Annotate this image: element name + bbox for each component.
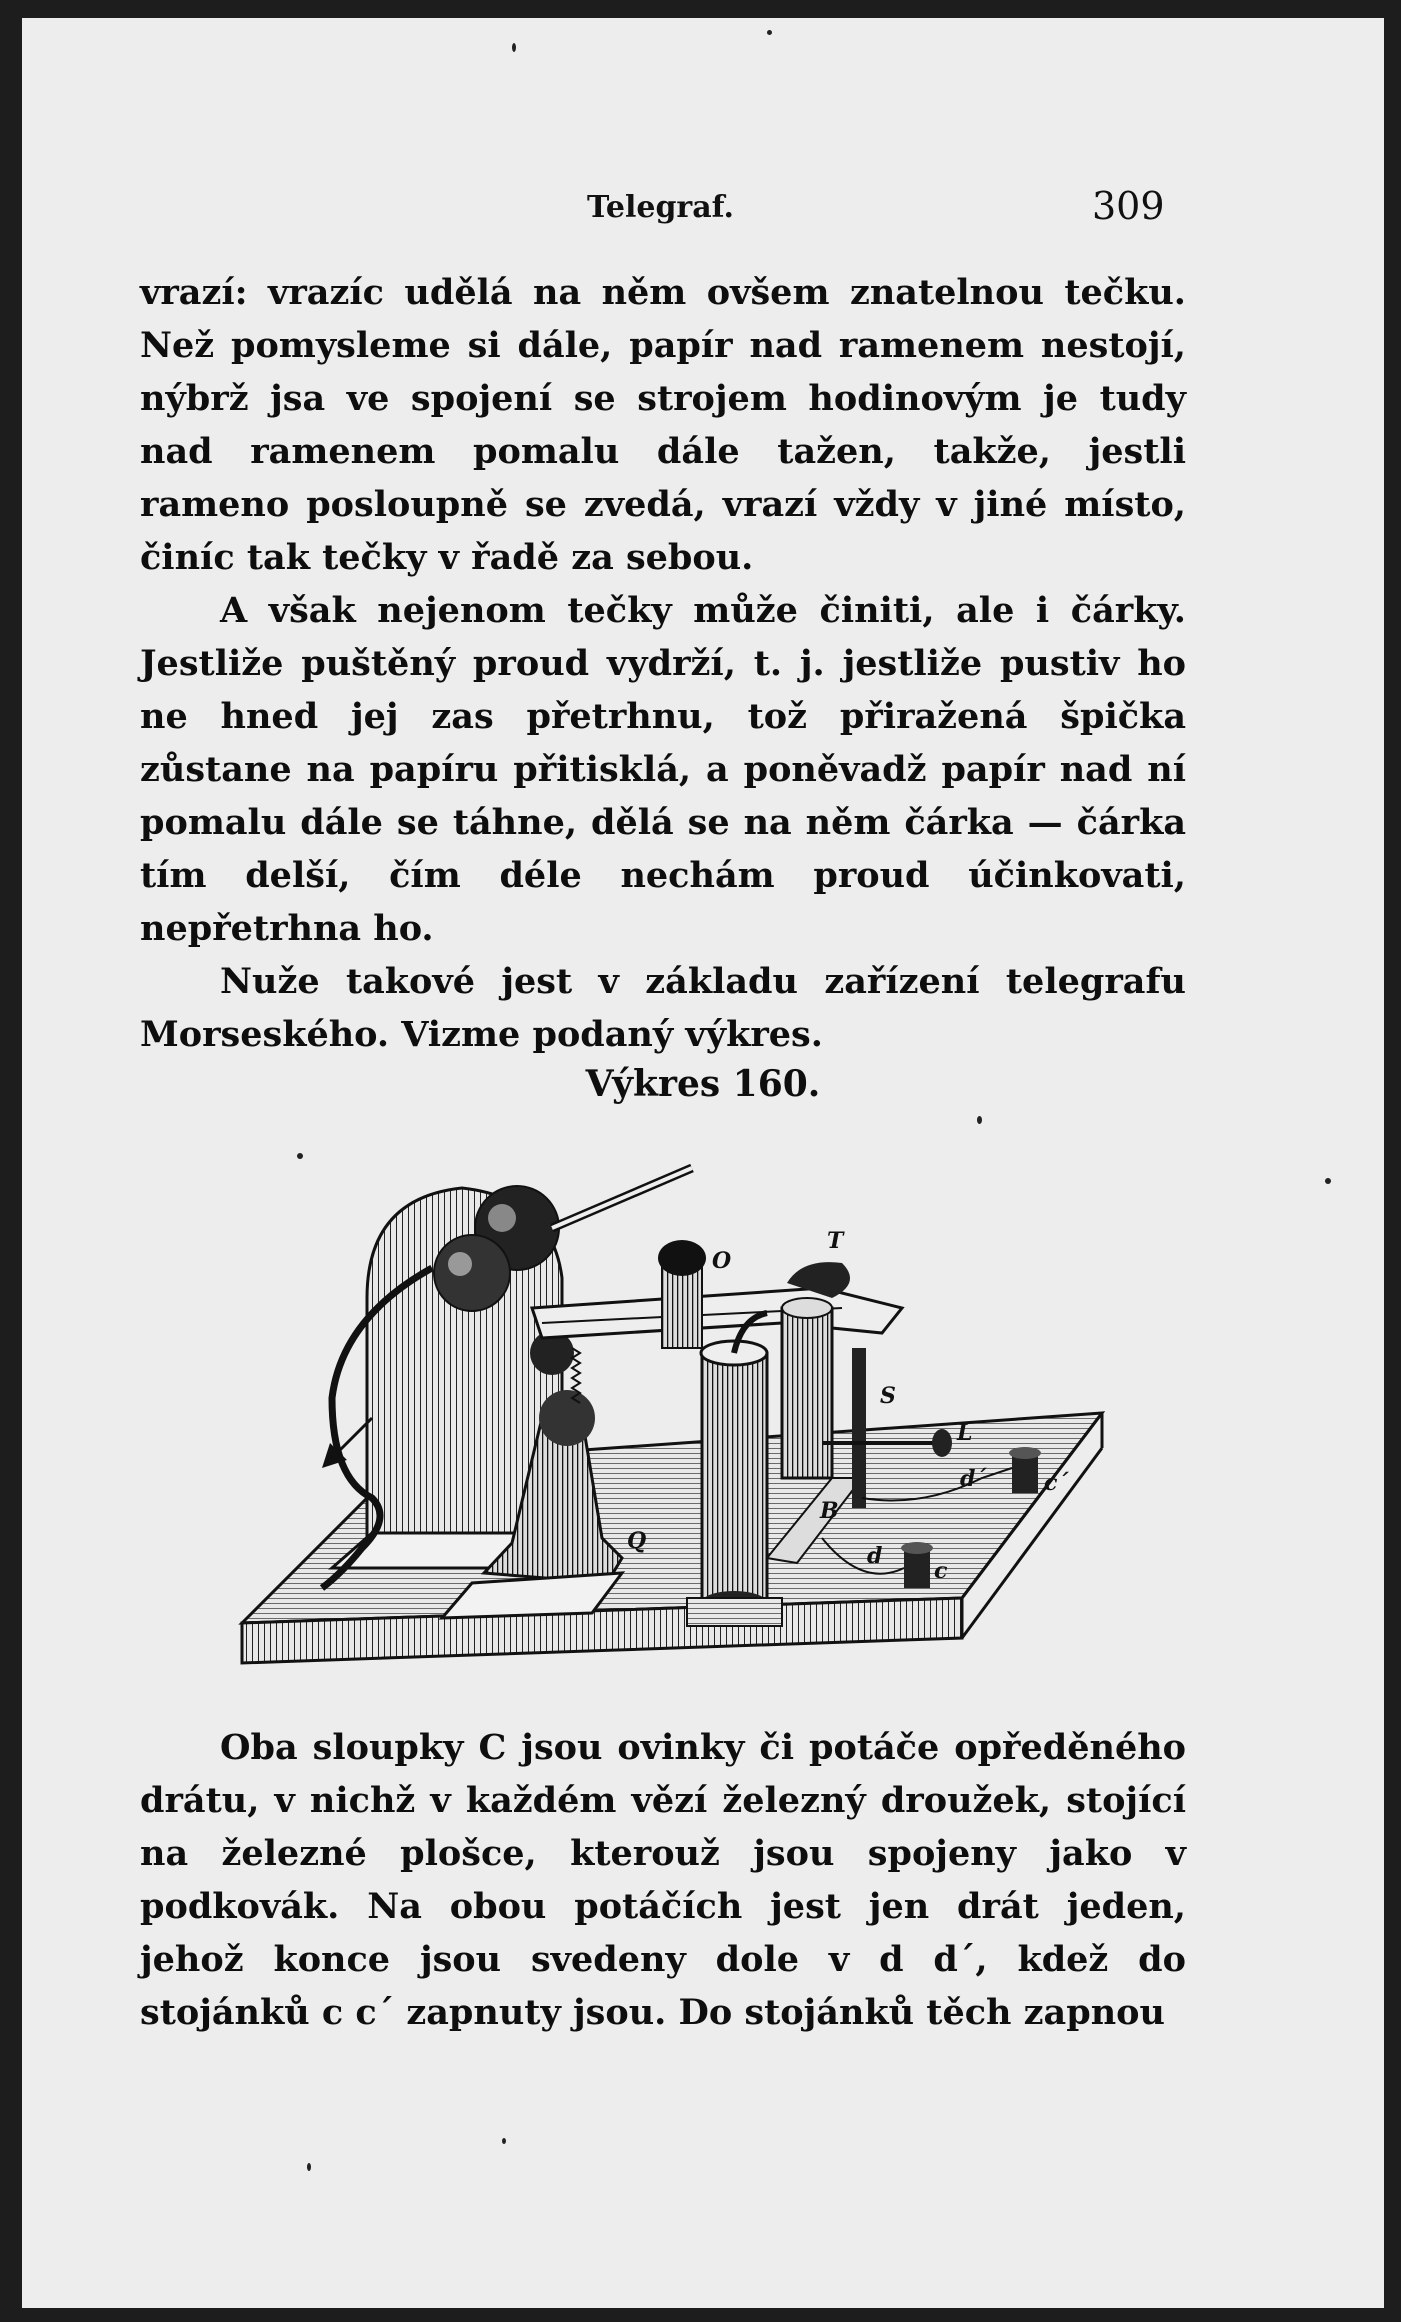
paragraph: Oba sloupky C jsou ovinky či potáče opředěného drátu, v nichž v každém vězí železný droužek, stojící na železné plošce, kterouž jsou spojeny jako v podkovák. Na obou potáčích jest jen drát jeden, jehož konce jsou svedeny dole v d d´, kdež do stojánků c c´ zapnuty jsou. Do stojánků těch zapnou — [140, 1727, 1186, 2033]
text-block-bottom — [140, 1721, 1186, 2039]
page-number: 309 — [1092, 184, 1165, 228]
paragraph: A však nejenom tečky může činiti, ale i čárky. Jestliže puštěný proud vydrží, t. j. jestliže pustiv ho ne hned jej zas přetrhnu, tož přiražená špička zůstane na papíru přitisklá, a poněvadž papír nad ní pomalu dále se táhne, dělá se na něm čárka — čárka tím delší, čím déle nechám proud účinkovati, nepřetrhna ho. — [140, 590, 1186, 949]
print-speck — [767, 30, 772, 35]
running-head: Telegraf. — [587, 190, 734, 225]
lever-arm — [532, 1288, 902, 1338]
paper-roller-lower — [434, 1235, 510, 1311]
figure-label-c: c — [934, 1558, 948, 1584]
telegraph-illustration — [222, 1118, 1122, 1718]
figure-label-L: L — [957, 1420, 973, 1446]
print-speck — [297, 1153, 303, 1159]
text-block-top — [140, 266, 1186, 1061]
figure-label-B: B — [820, 1498, 839, 1524]
coil-rear — [782, 1308, 832, 1478]
figure-label-Q: Q — [627, 1528, 647, 1554]
paragraph: Nuže takové jest v základu zařízení telegrafu Morseského. Vizme podaný výkres. — [140, 961, 1186, 1055]
figure-label-S: S — [880, 1383, 896, 1409]
print-speck — [307, 2163, 311, 2171]
figure-label-d: d — [867, 1543, 883, 1569]
figure-label-O: O — [712, 1248, 732, 1274]
print-speck — [502, 2138, 506, 2144]
paragraph: vrazí: vrazíc udělá na něm ovšem znatelnou tečku. Než pomysleme si dále, papír nad ramenem nestojí, nýbrž jsa ve spojení se strojem hodinovým je tudy nad ramenem pomalu dále tažen, takže, jestli rameno posloupně se zvedá, vrazí vždy v jiné místo, činíc tak tečky v řadě za sebou. — [140, 272, 1186, 578]
page-header — [22, 184, 1384, 240]
print-speck — [512, 43, 516, 52]
figure-label-d-prime: d´ — [960, 1466, 987, 1492]
figure-caption: Výkres 160. — [585, 1063, 821, 1105]
print-speck — [977, 1116, 982, 1124]
figure-label-T: T — [827, 1228, 844, 1254]
coil-front — [702, 1353, 767, 1603]
print-speck — [1325, 1178, 1331, 1184]
book-page — [22, 18, 1384, 2308]
figure-label-c-prime: c´ — [1044, 1470, 1069, 1496]
